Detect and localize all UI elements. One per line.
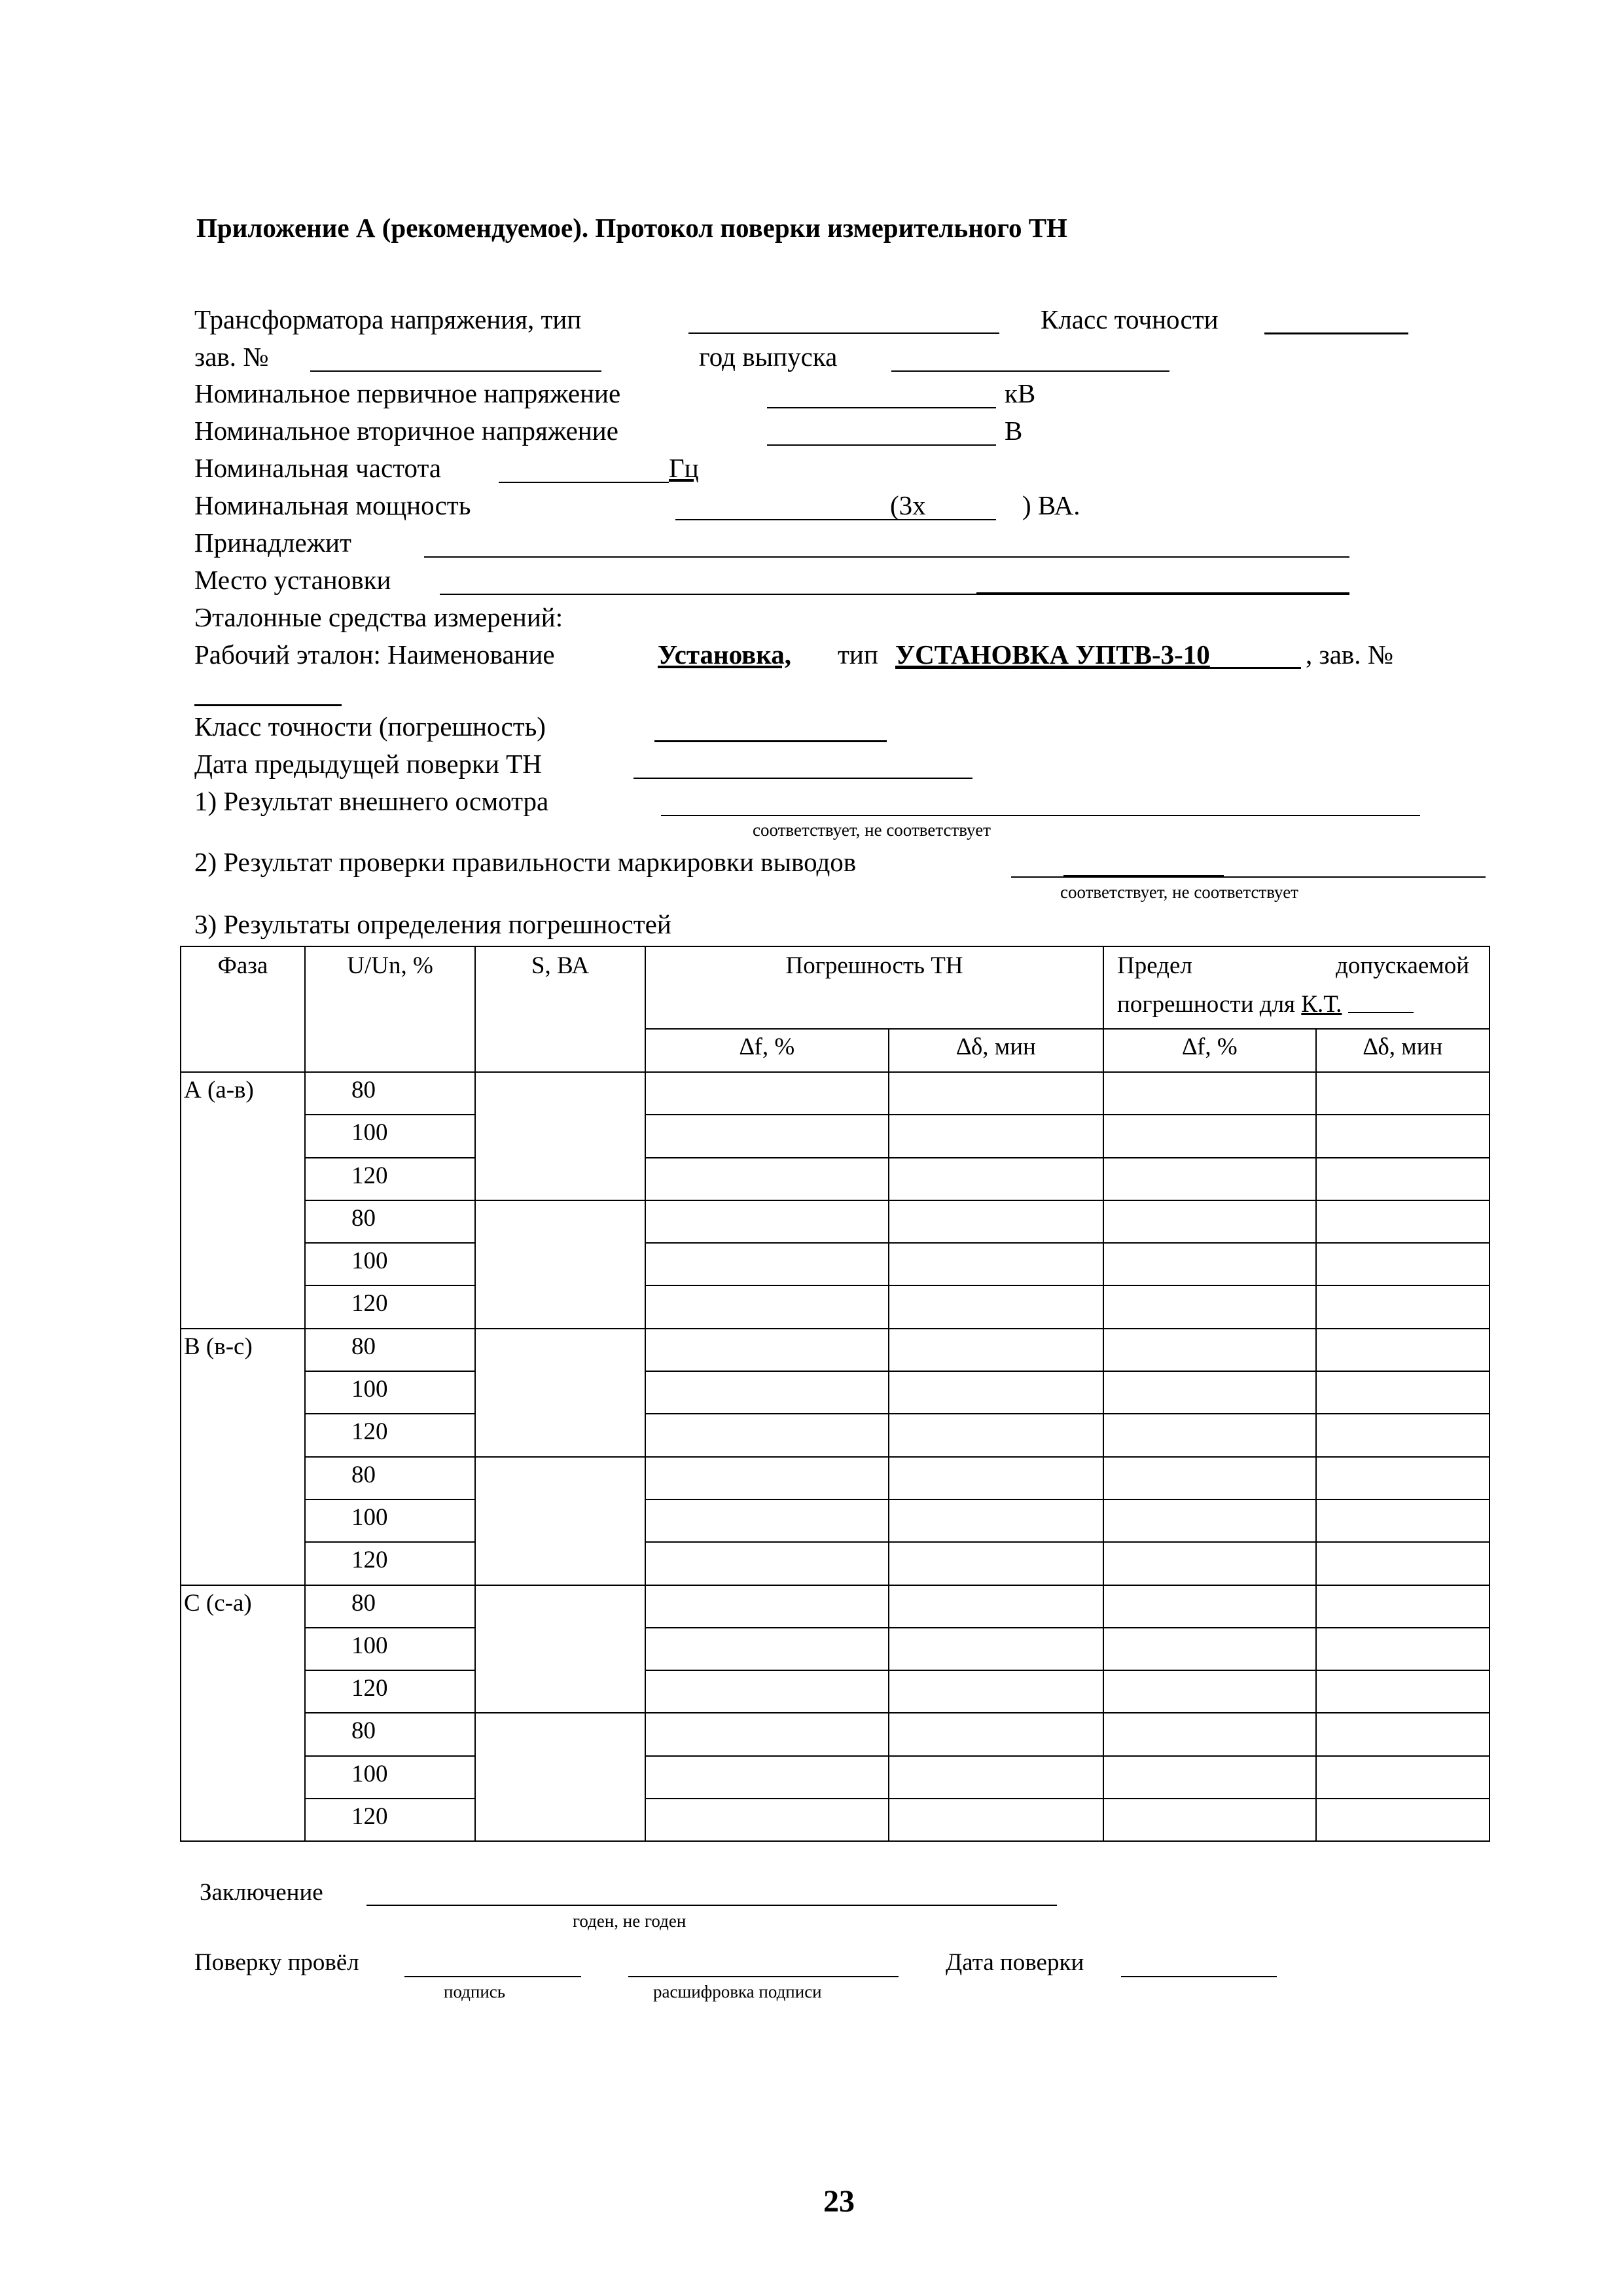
power-unit: ) ВА. (1022, 490, 1080, 520)
df-limit-cell[interactable] (1103, 1713, 1316, 1755)
dd-limit-cell[interactable] (1316, 1158, 1489, 1200)
header-df1: ∆f, % (645, 1029, 889, 1072)
u-value: 80 (305, 1329, 475, 1371)
df-cell[interactable] (645, 1371, 889, 1414)
header-df2: ∆f, % (1103, 1029, 1316, 1072)
accuracy-class-field[interactable] (1264, 332, 1408, 334)
df-limit-cell[interactable] (1103, 1200, 1316, 1243)
dd-limit-cell[interactable] (1316, 1072, 1489, 1115)
year-field[interactable] (891, 370, 1169, 372)
etalon-type-label: тип (838, 639, 878, 670)
header-limit (1103, 946, 1489, 1029)
header-limit-word1: Предел (1117, 952, 1192, 979)
u-value: 100 (305, 1115, 475, 1157)
df-limit-cell[interactable] (1103, 1072, 1316, 1115)
conclusion-label: Заключение (200, 1879, 323, 1906)
signature-hint: подпись (444, 1982, 506, 2001)
df-cell[interactable] (645, 1072, 889, 1115)
dd-cell[interactable] (889, 1585, 1103, 1628)
dd-cell[interactable] (889, 1115, 1103, 1157)
dd-limit-cell[interactable] (1316, 1329, 1489, 1371)
transformer-type-field[interactable] (688, 332, 999, 334)
df-cell[interactable] (645, 1285, 889, 1328)
page-number: 23 (823, 2184, 855, 2219)
u-value: 120 (305, 1799, 475, 1841)
df-cell[interactable] (645, 1158, 889, 1200)
etalon-type-value: УСТАНОВКА УПТВ-3-10 (895, 639, 1210, 670)
u-value: 100 (305, 1243, 475, 1285)
u-value: 120 (305, 1285, 475, 1328)
result2-hint: соответствует, не соответствует (1060, 882, 1298, 902)
df-limit-cell[interactable] (1103, 1628, 1316, 1670)
primary-voltage-field[interactable] (767, 407, 996, 408)
accuracy-class-label: Класс точности (1041, 304, 1219, 334)
u-value: 80 (305, 1713, 475, 1755)
u-value: 120 (305, 1670, 475, 1713)
phase-cell: В (в-с) (181, 1329, 305, 1585)
dd-limit-cell[interactable] (1316, 1713, 1489, 1755)
df-cell[interactable] (645, 1756, 889, 1799)
dd-cell[interactable] (889, 1243, 1103, 1285)
df-cell[interactable] (645, 1585, 889, 1628)
dd-cell[interactable] (889, 1414, 1103, 1456)
primary-voltage-label: Номинальное первичное напряжение (194, 378, 621, 408)
result2-field-underline (1063, 875, 1224, 877)
secondary-voltage-label: Номинальное вторичное напряжение (194, 416, 618, 446)
df-limit-cell[interactable] (1103, 1414, 1316, 1456)
secondary-voltage-field[interactable] (767, 444, 996, 446)
dd-limit-cell[interactable] (1316, 1200, 1489, 1243)
s-cell[interactable] (475, 1585, 645, 1713)
df-cell[interactable] (645, 1457, 889, 1499)
s-cell[interactable] (475, 1713, 645, 1841)
transformer-type-label: Трансформатора напряжения, тип (194, 304, 582, 334)
dd-cell[interactable] (889, 1799, 1103, 1841)
power-label: Номинальная мощность (194, 490, 471, 520)
s-cell[interactable] (475, 1072, 645, 1200)
df-limit-cell[interactable] (1103, 1670, 1316, 1713)
frequency-label: Номинальная частота (194, 453, 442, 483)
df-cell[interactable] (645, 1200, 889, 1243)
df-cell[interactable] (645, 1243, 889, 1285)
frequency-field[interactable] (499, 482, 669, 483)
header-limit-kt-blank[interactable] (1348, 1012, 1414, 1013)
dd-limit-cell[interactable] (1316, 1799, 1489, 1841)
df-limit-cell[interactable] (1103, 1499, 1316, 1542)
df-cell[interactable] (645, 1414, 889, 1456)
header-error: Погрешность ТН (645, 946, 1103, 1029)
page-title: Приложение А (рекомендуемое). Протокол поверки измерительного ТН (196, 213, 1067, 243)
location-label: Место установки (194, 565, 391, 595)
header-limit-word2: допускаемой (1336, 952, 1470, 979)
header-limit-line2: погрешности для (1117, 991, 1296, 1018)
etalon-accuracy-label: Класс точности (погрешность) (194, 711, 546, 742)
s-cell[interactable] (475, 1200, 645, 1329)
phase-cell: С (с-а) (181, 1585, 305, 1842)
dd-cell[interactable] (889, 1542, 1103, 1585)
u-value: 120 (305, 1542, 475, 1585)
conclusion-field[interactable] (366, 1905, 1057, 1906)
phase-cell: А (а-в) (181, 1072, 305, 1329)
frequency-unit: Гц (669, 453, 699, 483)
dd-limit-cell[interactable] (1316, 1670, 1489, 1713)
dd-limit-cell[interactable] (1316, 1115, 1489, 1157)
df-limit-cell[interactable] (1103, 1756, 1316, 1799)
u-value: 80 (305, 1457, 475, 1499)
dd-limit-cell[interactable] (1316, 1628, 1489, 1670)
result3-label: 3) Результаты определения погрешностей (194, 909, 671, 939)
signature-field[interactable] (404, 1976, 581, 1977)
result1-field[interactable] (661, 815, 1420, 816)
df-cell[interactable] (645, 1628, 889, 1670)
dd-cell[interactable] (889, 1457, 1103, 1499)
u-value: 100 (305, 1756, 475, 1799)
header-u-un: U/Un, % (305, 946, 475, 1072)
secondary-voltage-unit: В (1005, 416, 1023, 446)
decode-hint: расшифровка подписи (653, 1982, 822, 2001)
df-cell[interactable] (645, 1713, 889, 1755)
header-limit-kt: К.Т. (1301, 991, 1342, 1018)
dd-limit-cell[interactable] (1316, 1542, 1489, 1585)
df-limit-cell[interactable] (1103, 1243, 1316, 1285)
dd-cell[interactable] (889, 1756, 1103, 1799)
dd-cell[interactable] (889, 1285, 1103, 1328)
dd-limit-cell[interactable] (1316, 1585, 1489, 1628)
df-limit-cell[interactable] (1103, 1158, 1316, 1200)
df-limit-cell[interactable] (1103, 1457, 1316, 1499)
primary-voltage-unit: кВ (1005, 378, 1036, 408)
df-limit-cell[interactable] (1103, 1115, 1316, 1157)
dd-limit-cell[interactable] (1316, 1756, 1489, 1799)
df-limit-cell[interactable] (1103, 1371, 1316, 1414)
header-s: S, ВА (475, 946, 645, 1072)
result1-hint: соответствует, не соответствует (753, 820, 991, 840)
s-cell[interactable] (475, 1457, 645, 1585)
result1-label: 1) Результат внешнего осмотра (194, 786, 549, 816)
etalon-label: Рабочий эталон: Наименование (194, 639, 555, 670)
serial-no-field[interactable] (310, 370, 601, 372)
header-dd1: ∆δ, мин (889, 1029, 1103, 1072)
power-field[interactable] (675, 519, 996, 520)
etalon-type-underline (895, 667, 1301, 669)
location-field-underline (976, 592, 1349, 594)
u-value: 100 (305, 1371, 475, 1414)
prev-check-label: Дата предыдущей поверки ТН (194, 749, 542, 779)
etalon-serial-label: , зав. № (1306, 639, 1393, 670)
header-phase: Фаза (181, 946, 305, 1072)
dd-cell[interactable] (889, 1499, 1103, 1542)
etalon-serial-field[interactable] (194, 704, 342, 706)
u-value: 100 (305, 1628, 475, 1670)
dd-cell[interactable] (889, 1713, 1103, 1755)
etalon-accuracy-field[interactable] (654, 740, 887, 742)
s-cell[interactable] (475, 1329, 645, 1457)
header-dd2: ∆δ, мин (1316, 1029, 1489, 1072)
result2-label: 2) Результат проверки правильности маркировки выводов (194, 847, 857, 877)
u-value: 100 (305, 1499, 475, 1542)
date-label: Дата поверки (946, 1949, 1084, 1976)
power-mid: (3х (890, 490, 926, 520)
dd-cell[interactable] (889, 1371, 1103, 1414)
signature-decode-field[interactable] (628, 1976, 899, 1977)
serial-no-label: зав. № (194, 342, 269, 372)
owner-label: Принадлежит (194, 528, 351, 558)
df-cell[interactable] (645, 1670, 889, 1713)
df-limit-cell[interactable] (1103, 1285, 1316, 1328)
dd-cell[interactable] (889, 1200, 1103, 1243)
df-limit-cell[interactable] (1103, 1542, 1316, 1585)
date-field[interactable] (1121, 1976, 1277, 1977)
df-cell[interactable] (645, 1115, 889, 1157)
df-cell[interactable] (645, 1329, 889, 1371)
dd-cell[interactable] (889, 1329, 1103, 1371)
u-value: 80 (305, 1200, 475, 1243)
dd-cell[interactable] (889, 1158, 1103, 1200)
standards-label: Эталонные средства измерений: (194, 602, 563, 632)
df-limit-cell[interactable] (1103, 1585, 1316, 1628)
dd-limit-cell[interactable] (1316, 1414, 1489, 1456)
dd-limit-cell[interactable] (1316, 1499, 1489, 1542)
u-value: 80 (305, 1072, 475, 1115)
owner-field[interactable] (424, 556, 1349, 558)
df-cell[interactable] (645, 1799, 889, 1841)
conclusion-hint: годен, не годен (573, 1911, 687, 1931)
dd-cell[interactable] (889, 1628, 1103, 1670)
u-value: 120 (305, 1414, 475, 1456)
dd-limit-cell[interactable] (1316, 1285, 1489, 1328)
dd-cell[interactable] (889, 1072, 1103, 1115)
dd-limit-cell[interactable] (1316, 1243, 1489, 1285)
year-label: год выпуска (699, 342, 838, 372)
df-limit-cell[interactable] (1103, 1799, 1316, 1841)
results-table (180, 946, 1490, 1842)
u-value: 80 (305, 1585, 475, 1628)
u-value: 120 (305, 1158, 475, 1200)
dd-limit-cell[interactable] (1316, 1457, 1489, 1499)
dd-limit-cell[interactable] (1316, 1371, 1489, 1414)
df-cell[interactable] (645, 1499, 889, 1542)
performed-by-label: Поверку провёл (194, 1949, 359, 1976)
etalon-name: Установка, (658, 639, 791, 670)
df-limit-cell[interactable] (1103, 1329, 1316, 1371)
dd-cell[interactable] (889, 1670, 1103, 1713)
prev-check-field[interactable] (633, 778, 972, 779)
df-cell[interactable] (645, 1542, 889, 1585)
